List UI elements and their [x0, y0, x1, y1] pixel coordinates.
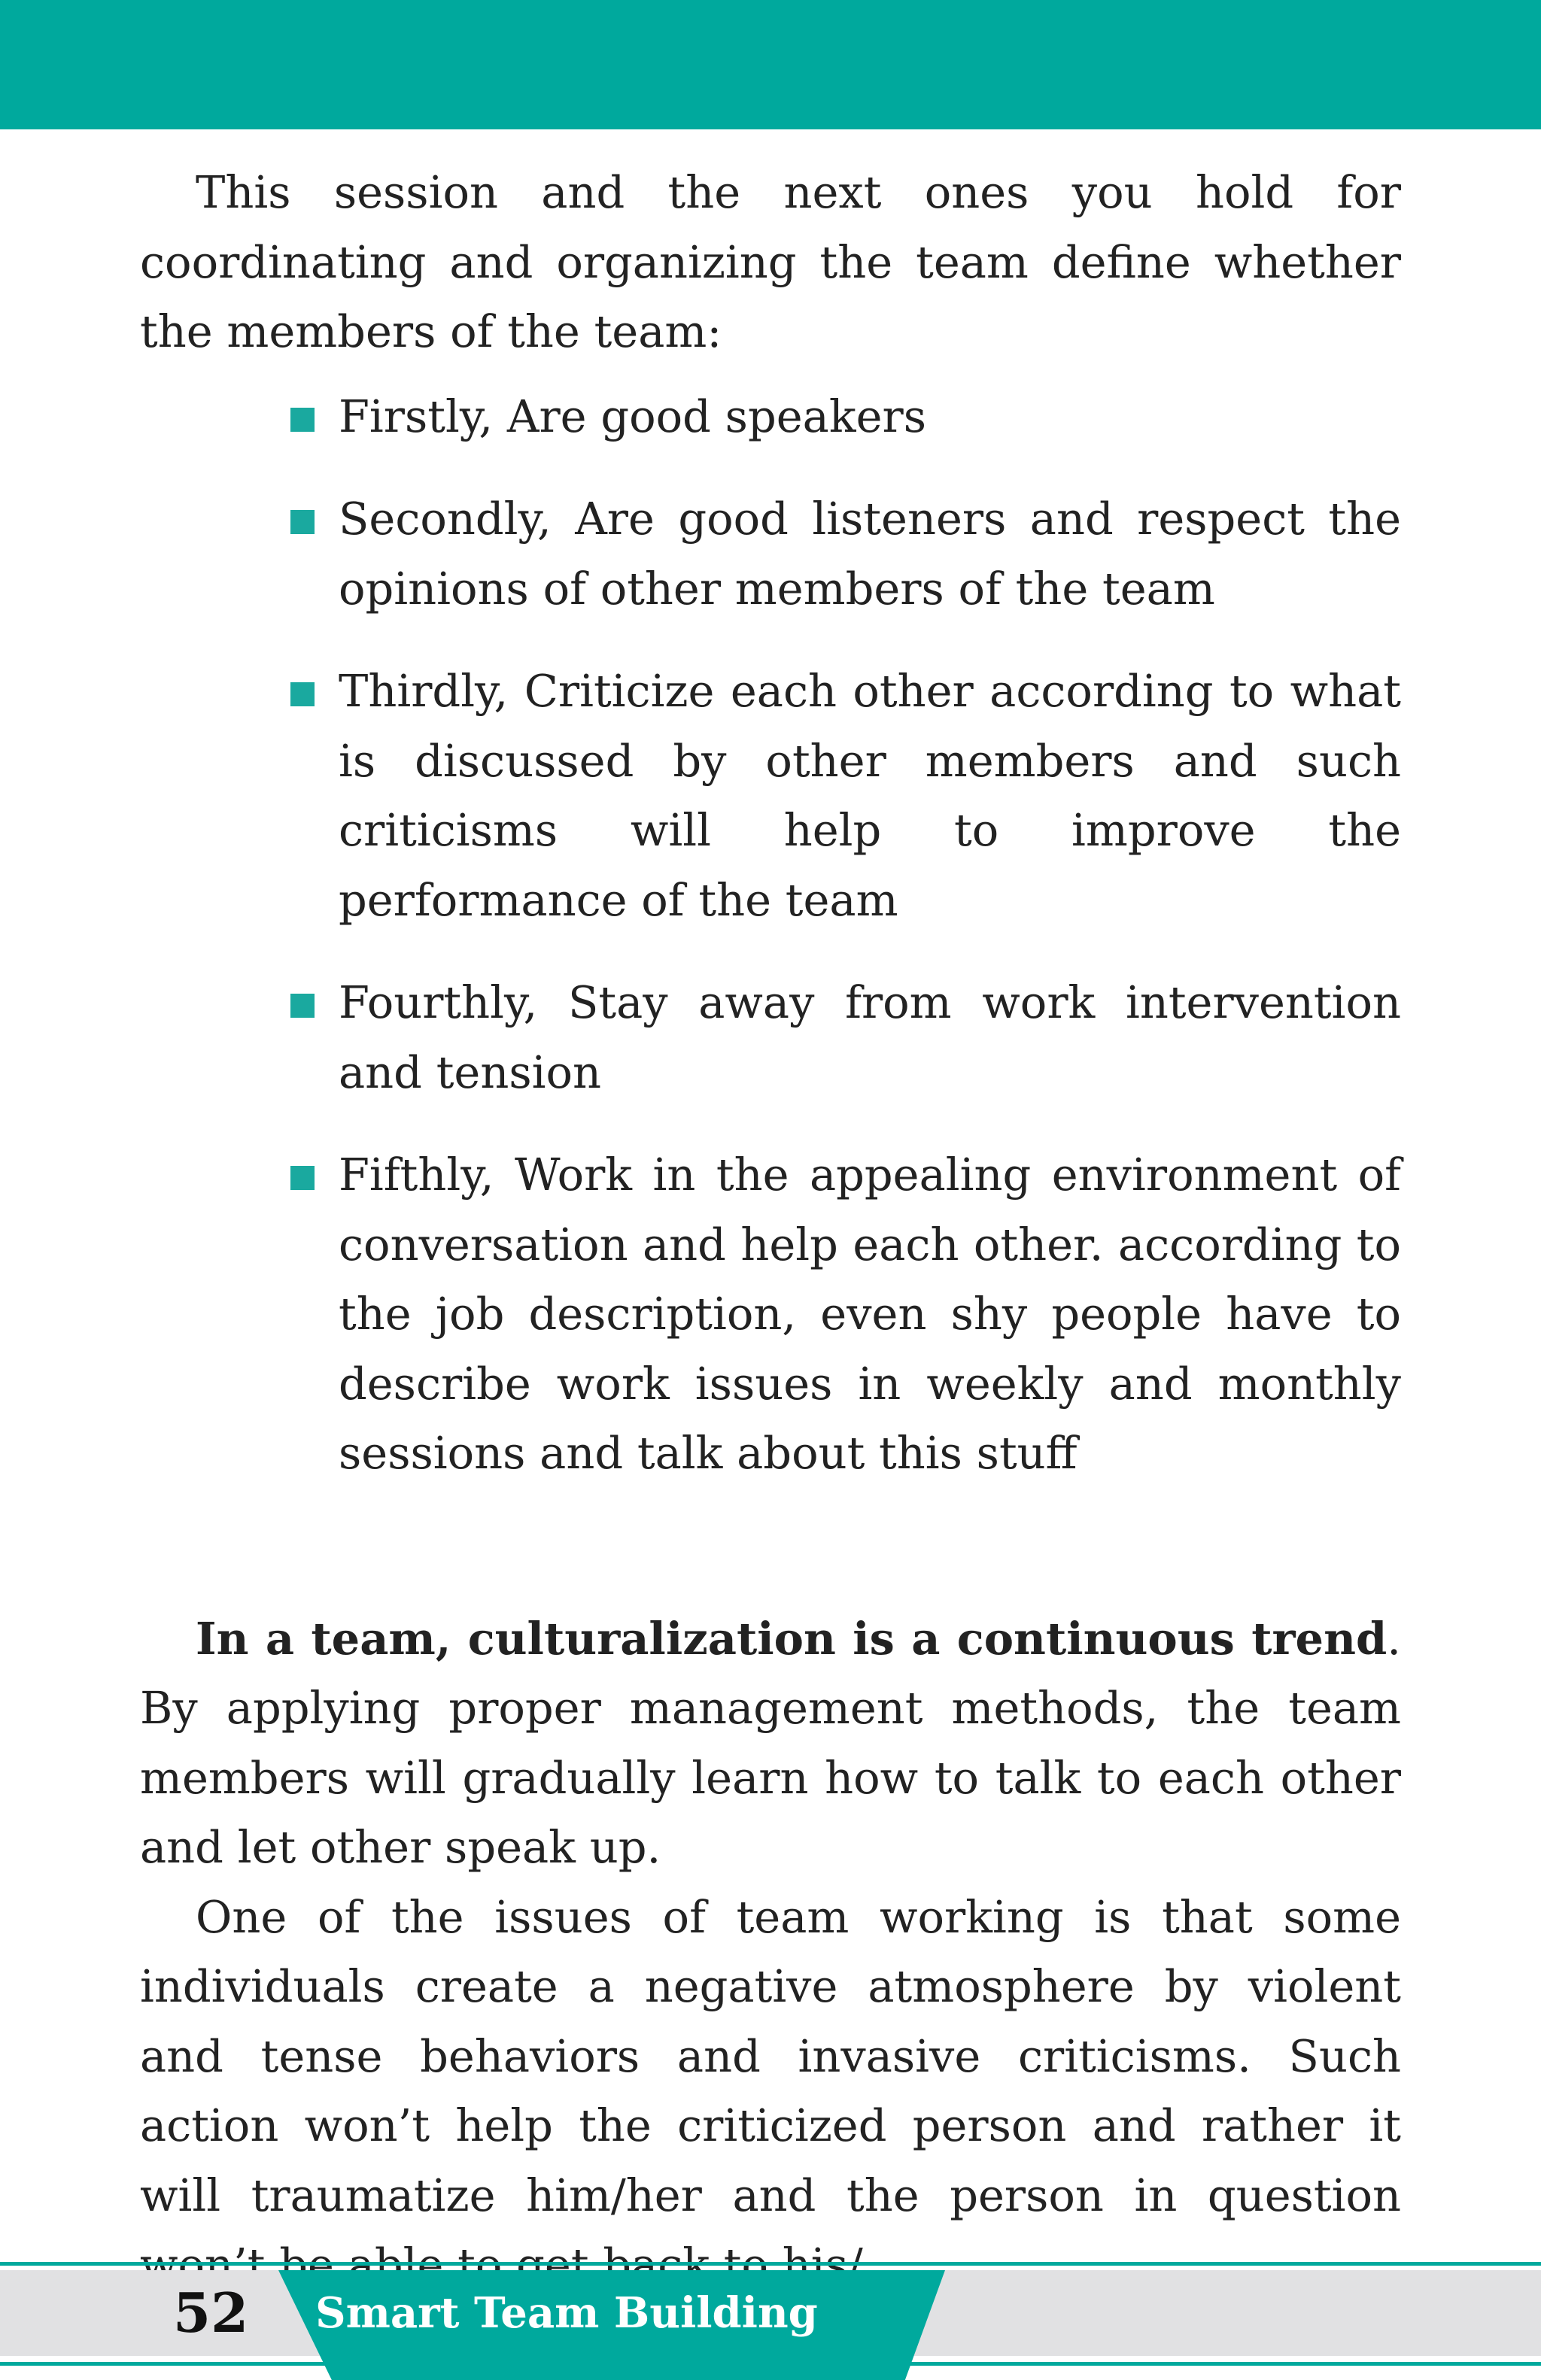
running-title: Smart Team Building — [315, 2288, 818, 2338]
list-item — [339, 968, 1401, 1107]
square-bullet-icon — [290, 1166, 315, 1190]
bold-lead: In a team, culturalization is a continuous trend — [196, 1612, 1388, 1665]
list-item — [339, 484, 1401, 624]
bullet-list — [140, 382, 1401, 1489]
intro-paragraph: This session and the next ones you hold for coordinating and organizing the team define whether the members of the team: — [140, 166, 1401, 357]
page-body — [140, 158, 1401, 2300]
bullet-text: Secondly, Are good listeners and respect the opinions of other members of the team — [339, 493, 1401, 615]
square-bullet-icon — [290, 408, 315, 432]
square-bullet-icon — [290, 682, 315, 706]
footer-rule-bottom — [0, 2362, 1541, 2366]
page-number: 52 — [173, 2281, 249, 2345]
square-bullet-icon — [290, 510, 315, 534]
list-item — [339, 382, 1401, 452]
bullet-text: Fifthly, Work in the appealing environment of conversation and help each other. according to the job description, even shy people have to describe work issues in weekly and monthly sessions and talk about this stuff — [339, 1149, 1401, 1479]
culturalization-paragraph — [140, 1604, 1401, 1883]
bullet-text: Firstly, Are good speakers — [339, 390, 926, 442]
list-item — [339, 1140, 1401, 1489]
header-band — [0, 0, 1541, 129]
bullet-text: Thirdly, Criticize each other according to what is discussed by other members and such criticisms will help to improve the performance of the team — [339, 665, 1401, 926]
section-spacer — [140, 1522, 1401, 1604]
footer-rule-top — [0, 2262, 1541, 2266]
team-issues-paragraph: One of the issues of team working is that some individuals create a negative atmosphere by violent and tense behaviors and invasive criticisms. Such action won’t help the criticized person and rather it will traumatize him/her and the person in question — [140, 1890, 1401, 2221]
bullet-text: Fourthly, Stay away from work intervention and tension — [339, 976, 1401, 1098]
paragraph-rest: . By applying proper management methods, the team members will gradually learn how to talk to each other and let other speak up. — [140, 1612, 1401, 1873]
square-bullet-icon — [290, 994, 315, 1018]
list-item — [339, 657, 1401, 935]
